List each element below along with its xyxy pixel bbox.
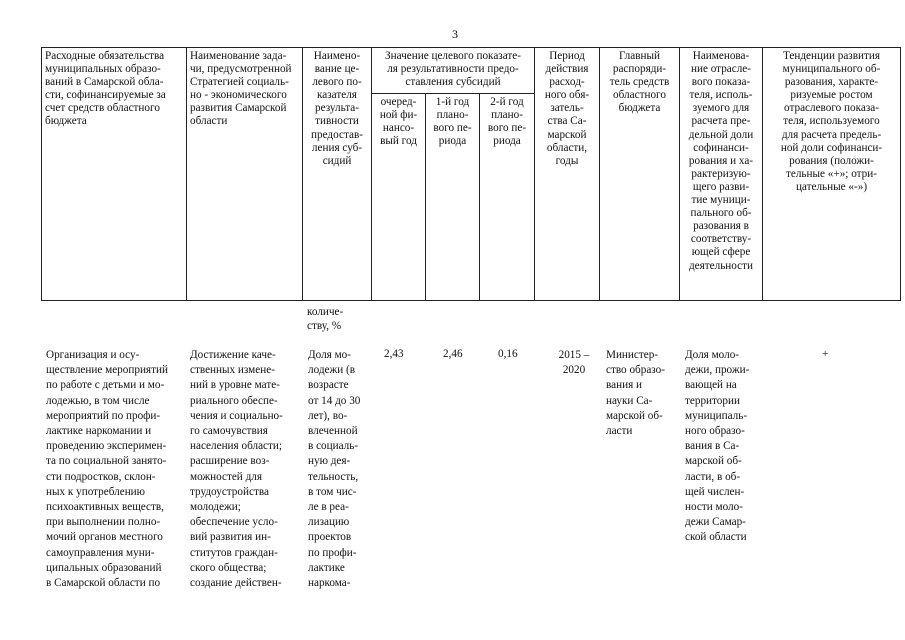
- row-indicator: Доля мо- лодежи (в возрасте от 14 до 30 лет), во- влеченной в социаль- ную дея- тельность, в том чис- ле в реа- лизацию проектов по профи- лактике наркома-: [308, 349, 361, 590]
- row-value-current-year: 2,43: [384, 348, 404, 360]
- row-obligation: Организация и осу- ществление мероприятий по работе с детьми и мо- лодежью, в том числе мероприятий по профи- лактике наркомании и проведению эксперимен- та по социальной занято- сти подростков, склон- ных к употреблению психоактивных веществ, при выполнении полно- мочий органов местного самоуправления муни- ципальных образований в Самарской области по: [46, 349, 168, 590]
- header-indicator: Наимено- вание це- левого по- казателя результа- тивности предостав- ления суб- сидий: [303, 48, 372, 301]
- header-plan-year-2: 2-й год плано- вого пе- риода: [480, 94, 535, 301]
- row-value-plan-year-2: 0,16: [498, 348, 518, 360]
- indicator-continuation: количе- ству, %: [307, 306, 344, 332]
- header-manager: Главный распоряди- тель средств областного бюджета: [600, 48, 680, 301]
- row-trend: +: [822, 348, 829, 360]
- header-table: [41, 47, 901, 301]
- row-period: 2015 – 2020: [558, 349, 590, 377]
- header-period: Период действия расход- ного обя- затель- ства Са- марской области, годы: [535, 48, 600, 301]
- row-sector-indicator: Доля моло- дежи, прожи- вающей на территории муниципаль- ного образо- вания в Са- марской об- ласти, в об- щей числен- ности моло- дежи Самар- ской области: [685, 349, 750, 544]
- header-trend: Тенденции развития муниципального об- разования, характе- ризуемые ростом отраслевого показа- теля, используемого для расчета предель- ной доли софинанси- рования (положи- тельные «+»; отри- цательные «-»): [763, 48, 901, 301]
- header-current-year: очеред- ной фи- нансо- вый год: [372, 94, 426, 301]
- header-obligations: Расходные обязательства муниципальных образо- ваний в Самарской обла- сти, софинансируемые за счет средств областного бюджета: [42, 48, 187, 301]
- row-manager: Министер- ство образо- вания и науки Са- марской об- ласти: [606, 349, 665, 438]
- row-task: Достижение каче- ственных измене- ний в уровне мате- риального обеспе- чения и социально- го самочувствия населения области; расширение воз- можностей для трудоустройства молодежи; обеспечение усло- вий развития ин- ститутов граждан- ского общества; создание действен-: [190, 349, 283, 590]
- header-plan-year-1: 1-й год плано- вого пе- риода: [426, 94, 480, 301]
- header-task: Наименование зада- чи, предусмотренной Стратегией социаль- но - экономического развития Самарской области: [187, 48, 303, 301]
- header-target-value: Значение целевого показате- ля результативности предо- ставления субсидий: [372, 48, 535, 94]
- page-number: 3: [452, 27, 458, 41]
- header-sector-indicator: Наименова- ние отрасле- вого показа- теля, исполь- зуемого для расчета пре- дельной доли софинанси- рования и ха- рактеризую- щего разви- тие муници- пального об- разования в соответству- ющей сфере деятельности: [680, 48, 763, 301]
- row-value-plan-year-1: 2,46: [443, 348, 463, 360]
